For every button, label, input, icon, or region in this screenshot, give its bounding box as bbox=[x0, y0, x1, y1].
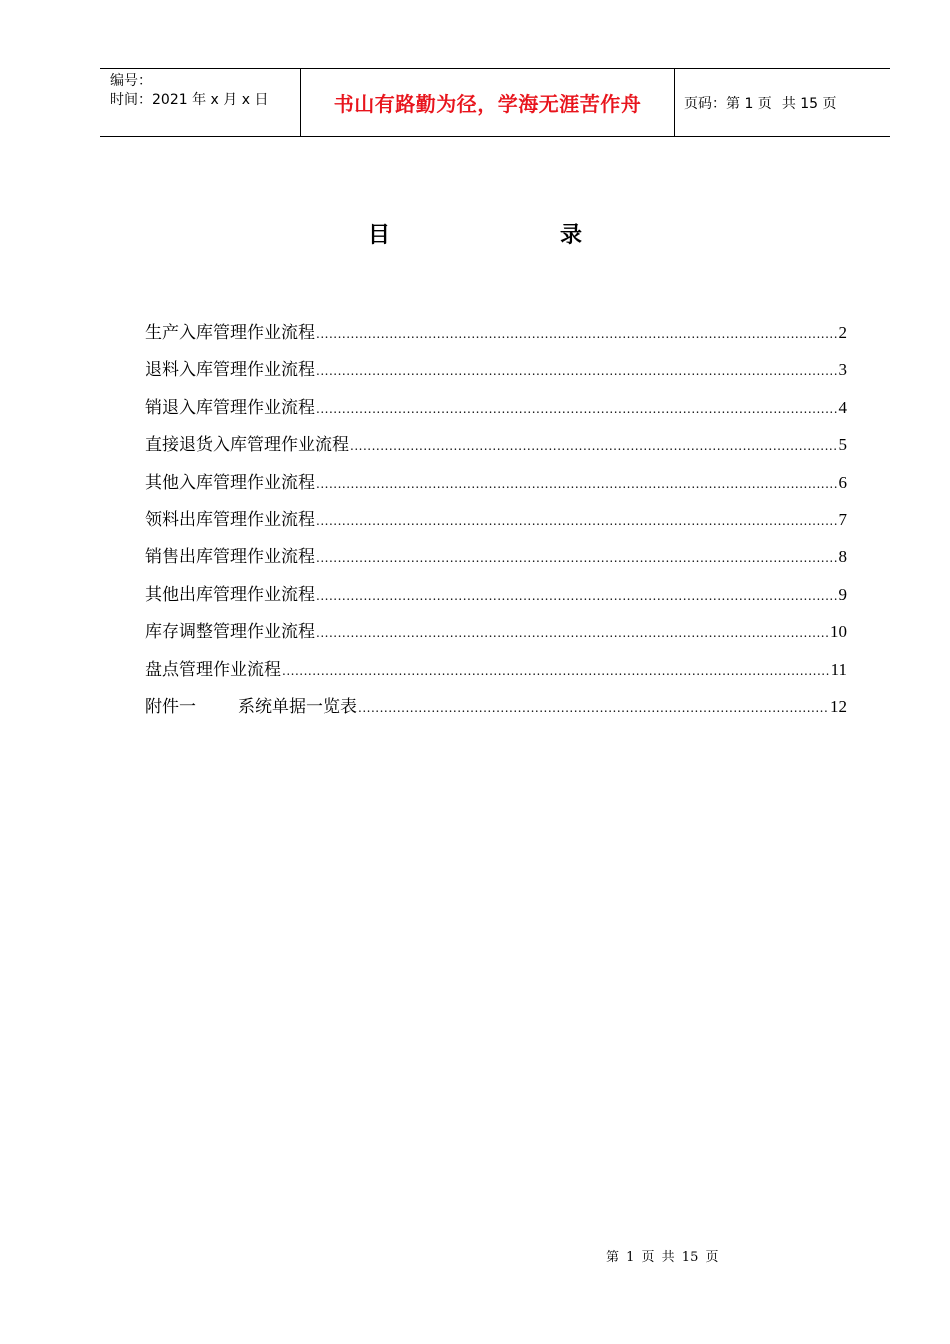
toc-leader-dots bbox=[350, 431, 838, 461]
toc-entry[interactable] bbox=[145, 580, 847, 617]
toc-title-left: 目 bbox=[367, 223, 390, 248]
header-motto: 书山有路勤为径，学海无涯苦作舟 bbox=[301, 69, 675, 136]
appendix-label: 系统单据一览表 bbox=[238, 696, 357, 717]
appendix-page: 12 bbox=[830, 696, 847, 716]
toc-leader-dots bbox=[358, 693, 829, 723]
toc-entry-page: 11 bbox=[830, 659, 847, 679]
appendix-prefix: 附件一 bbox=[145, 696, 196, 717]
toc-leader-dots bbox=[316, 581, 838, 611]
document-time-label: 时间：2021 年 x 月 x 日 bbox=[110, 92, 269, 108]
toc-leader-dots bbox=[316, 469, 838, 499]
toc-entry[interactable] bbox=[145, 393, 847, 430]
toc-entry-page: 10 bbox=[830, 622, 847, 642]
toc-leader-dots bbox=[316, 506, 838, 536]
table-of-contents bbox=[145, 318, 847, 729]
page-header bbox=[100, 68, 890, 137]
toc-entry[interactable] bbox=[145, 468, 847, 505]
toc-entry-page: 5 bbox=[838, 435, 847, 455]
document-number-label: 编号： bbox=[110, 73, 152, 89]
toc-entry[interactable] bbox=[145, 617, 847, 654]
toc-entry-label: 销退入库管理作业流程 bbox=[145, 397, 315, 418]
toc-entry-label: 领料出库管理作业流程 bbox=[145, 509, 315, 530]
toc-entry[interactable] bbox=[145, 355, 847, 392]
toc-entry-label: 直接退货入库管理作业流程 bbox=[145, 435, 349, 456]
toc-entry-page: 9 bbox=[838, 584, 847, 604]
page-footer: 第 1 页 共 15 页 bbox=[606, 1250, 719, 1265]
toc-entry-label: 销售出库管理作业流程 bbox=[145, 547, 315, 568]
toc-entry-page: 6 bbox=[838, 472, 847, 492]
toc-entry-page: 2 bbox=[838, 323, 847, 342]
toc-entry-label: 生产入库管理作业流程 bbox=[145, 323, 315, 343]
header-meta bbox=[100, 69, 301, 136]
toc-entry-page: 3 bbox=[838, 360, 847, 380]
toc-entry[interactable] bbox=[145, 655, 847, 692]
toc-entry[interactable] bbox=[145, 430, 847, 467]
toc-entry-page: 7 bbox=[838, 509, 847, 529]
toc-leader-dots bbox=[316, 356, 838, 386]
toc-entry-page: 8 bbox=[838, 547, 847, 567]
toc-entry-label: 退料入库管理作业流程 bbox=[145, 360, 315, 381]
toc-entry-appendix[interactable] bbox=[145, 692, 847, 729]
toc-entry[interactable] bbox=[145, 542, 847, 579]
toc-entry-label: 其他入库管理作业流程 bbox=[145, 472, 315, 493]
toc-leader-dots bbox=[316, 394, 838, 424]
toc-entry-page: 4 bbox=[838, 397, 847, 417]
toc-leader-dots bbox=[316, 618, 829, 648]
toc-leader-dots bbox=[282, 656, 830, 686]
toc-title bbox=[0, 218, 950, 249]
toc-leader-dots bbox=[316, 319, 838, 349]
toc-entry[interactable] bbox=[145, 505, 847, 542]
header-page-total: 共 15 页 bbox=[781, 95, 837, 112]
toc-title-right: 录 bbox=[560, 223, 583, 248]
toc-entry-label: 库存调整管理作业流程 bbox=[145, 622, 315, 643]
toc-leader-dots bbox=[316, 543, 838, 573]
toc-entry-label: 盘点管理作业流程 bbox=[145, 659, 281, 680]
header-page-number: 页码：第 1 页 bbox=[684, 95, 772, 112]
toc-entry-label: 其他出库管理作业流程 bbox=[145, 584, 315, 605]
header-page-info bbox=[675, 69, 890, 136]
toc-entry[interactable] bbox=[145, 318, 847, 355]
